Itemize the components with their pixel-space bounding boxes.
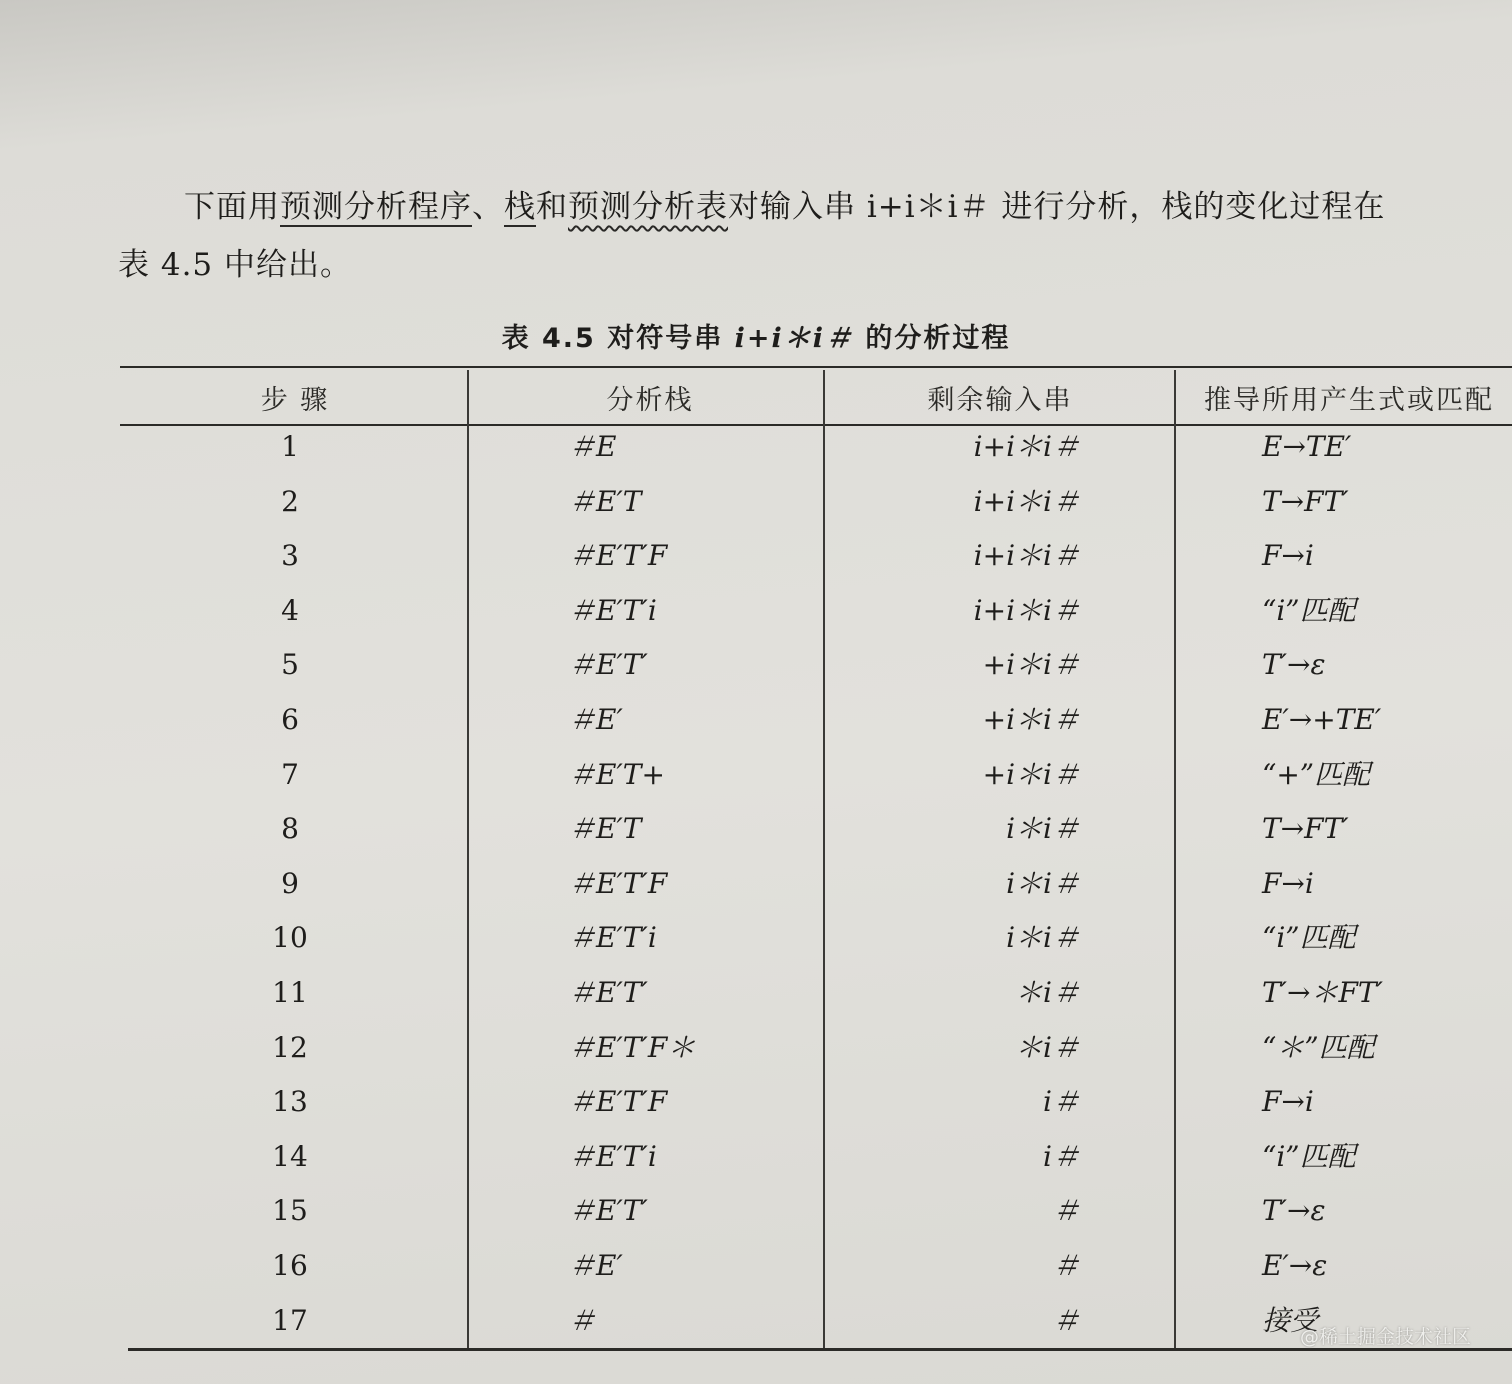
step-cell: 15: [272, 1194, 308, 1228]
caption-suffix: 的分析过程: [854, 323, 1011, 354]
watermark: @稀土掘金技术社区: [1300, 1326, 1472, 1348]
table-row: [0, 584, 1512, 638]
underlined-term-stack: 栈: [504, 189, 536, 225]
remaining-input-cell: i＃: [1043, 1085, 1080, 1119]
production-cell: T′→ε: [1262, 1194, 1326, 1228]
table-row: [0, 748, 1512, 802]
table-row: [0, 1184, 1512, 1238]
remaining-input-cell: i+i＊i＃: [973, 484, 1080, 518]
remaining-input-cell: i+i＊i＃: [973, 430, 1080, 463]
stack-cell: ＃E′T′i: [568, 1139, 657, 1173]
table-row: [0, 1239, 1512, 1293]
header-step: 步 骤: [260, 385, 330, 416]
table-row: [0, 1021, 1512, 1075]
underlined-term-predictive-program: 预测分析程序: [280, 189, 472, 225]
stack-cell: ＃E′T′: [568, 648, 648, 682]
stack-cell: ＃E′T: [568, 484, 642, 518]
step-cell: 16: [272, 1249, 308, 1282]
step-cell: 11: [272, 976, 308, 1009]
step-cell: 5: [281, 648, 299, 682]
remaining-input-cell: i＃: [1043, 1139, 1080, 1173]
table-row: [0, 475, 1512, 529]
remaining-input-cell: i＊i＃: [1006, 921, 1080, 955]
table-row: [0, 802, 1512, 856]
stack-cell: ＃E′T′F＊: [568, 1030, 696, 1064]
stack-cell: ＃E′T′F: [568, 866, 668, 900]
production-cell: T′→＊FT′: [1262, 976, 1383, 1009]
header-stack: 分析栈: [606, 385, 694, 416]
production-cell: E→TE′: [1262, 430, 1352, 463]
remaining-input-cell: i+i＊i＃: [973, 539, 1080, 573]
production-cell: “+”匹配: [1262, 757, 1371, 791]
table-row: [0, 638, 1512, 692]
production-cell: “＊”匹配: [1262, 1030, 1375, 1064]
production-cell: “i”匹配: [1262, 921, 1356, 955]
step-cell: 8: [281, 812, 299, 846]
caption-expression: i+i＊i＃: [734, 323, 855, 354]
production-cell: T→FT′: [1262, 484, 1349, 518]
table-row: [0, 911, 1512, 965]
step-cell: 1: [281, 430, 299, 463]
table-row: [0, 1294, 1512, 1348]
remaining-input-cell: i＊i＃: [1006, 866, 1080, 900]
production-cell: T′→ε: [1262, 648, 1326, 682]
stack-cell: ＃: [568, 1303, 597, 1337]
table-row: [0, 857, 1512, 911]
stack-cell: ＃E′T′i: [568, 593, 657, 627]
production-cell: F→i: [1262, 866, 1314, 900]
step-cell: 6: [281, 703, 299, 736]
step-cell: 2: [281, 484, 299, 518]
intro-line-1: [118, 178, 1498, 236]
table-row: [0, 693, 1512, 747]
stack-cell: ＃E′T′i: [568, 921, 657, 955]
intro-text: 和: [536, 189, 568, 225]
step-cell: 3: [281, 539, 299, 573]
stack-cell: ＃E′T: [568, 812, 642, 846]
production-cell: T→FT′: [1262, 812, 1349, 846]
production-cell: 接受: [1262, 1303, 1319, 1337]
step-cell: 12: [272, 1030, 308, 1064]
remaining-input-cell: ＊i＃: [1015, 1030, 1080, 1064]
wavy-underlined-term-predictive-table: 预测分析表: [568, 189, 728, 225]
production-cell: E′→+TE′: [1262, 703, 1382, 736]
intro-text: 、: [472, 189, 504, 225]
remaining-input-cell: ＃: [1051, 1249, 1080, 1282]
table-caption: [0, 316, 1512, 355]
table-row: [0, 1075, 1512, 1129]
step-cell: 9: [281, 866, 299, 900]
table-row: [0, 420, 1512, 474]
stack-cell: ＃E′: [568, 1249, 623, 1282]
production-cell: “i”匹配: [1262, 593, 1356, 627]
step-cell: 13: [272, 1085, 308, 1119]
header-remaining-input: 剩余输入串: [927, 385, 1073, 416]
remaining-input-cell: +i＊i＃: [982, 757, 1080, 791]
table-top-rule: [120, 366, 1512, 368]
step-cell: 14: [272, 1139, 308, 1173]
intro-paragraph: [118, 178, 1498, 294]
table-row: [0, 1130, 1512, 1184]
table-row: [0, 529, 1512, 583]
table-row: [0, 966, 1512, 1020]
step-cell: 10: [272, 921, 308, 955]
step-cell: 4: [281, 593, 299, 627]
stack-cell: ＃E′T′F: [568, 1085, 668, 1119]
intro-text: 对输入串 i+i＊i＃ 进行分析，栈的变化过程在: [728, 189, 1386, 225]
remaining-input-cell: ＊i＃: [1015, 976, 1080, 1009]
intro-text: 下面用: [184, 189, 280, 225]
production-cell: F→i: [1262, 539, 1314, 573]
header-production: 推导所用产生式或匹配: [1204, 385, 1494, 416]
stack-cell: ＃E′: [568, 703, 623, 736]
remaining-input-cell: ＃: [1051, 1303, 1080, 1337]
step-cell: 7: [281, 757, 299, 791]
stack-cell: ＃E′T′F: [568, 539, 668, 573]
stack-cell: ＃E′T′: [568, 976, 648, 1009]
stack-cell: ＃E: [568, 430, 617, 463]
intro-line-2: 表 4.5 中给出。: [118, 247, 353, 283]
remaining-input-cell: i＊i＃: [1006, 812, 1080, 846]
remaining-input-cell: +i＊i＃: [982, 648, 1080, 682]
stack-cell: ＃E′T+: [568, 757, 665, 791]
caption-prefix: 表 4.5 对符号串: [501, 323, 735, 354]
remaining-input-cell: i+i＊i＃: [973, 593, 1080, 627]
remaining-input-cell: ＃: [1051, 1194, 1080, 1228]
step-cell: 17: [272, 1303, 308, 1337]
production-cell: E′→ε: [1262, 1249, 1328, 1282]
production-cell: F→i: [1262, 1085, 1314, 1119]
stack-cell: ＃E′T′: [568, 1194, 648, 1228]
remaining-input-cell: +i＊i＃: [982, 703, 1080, 736]
production-cell: “i”匹配: [1262, 1139, 1356, 1173]
